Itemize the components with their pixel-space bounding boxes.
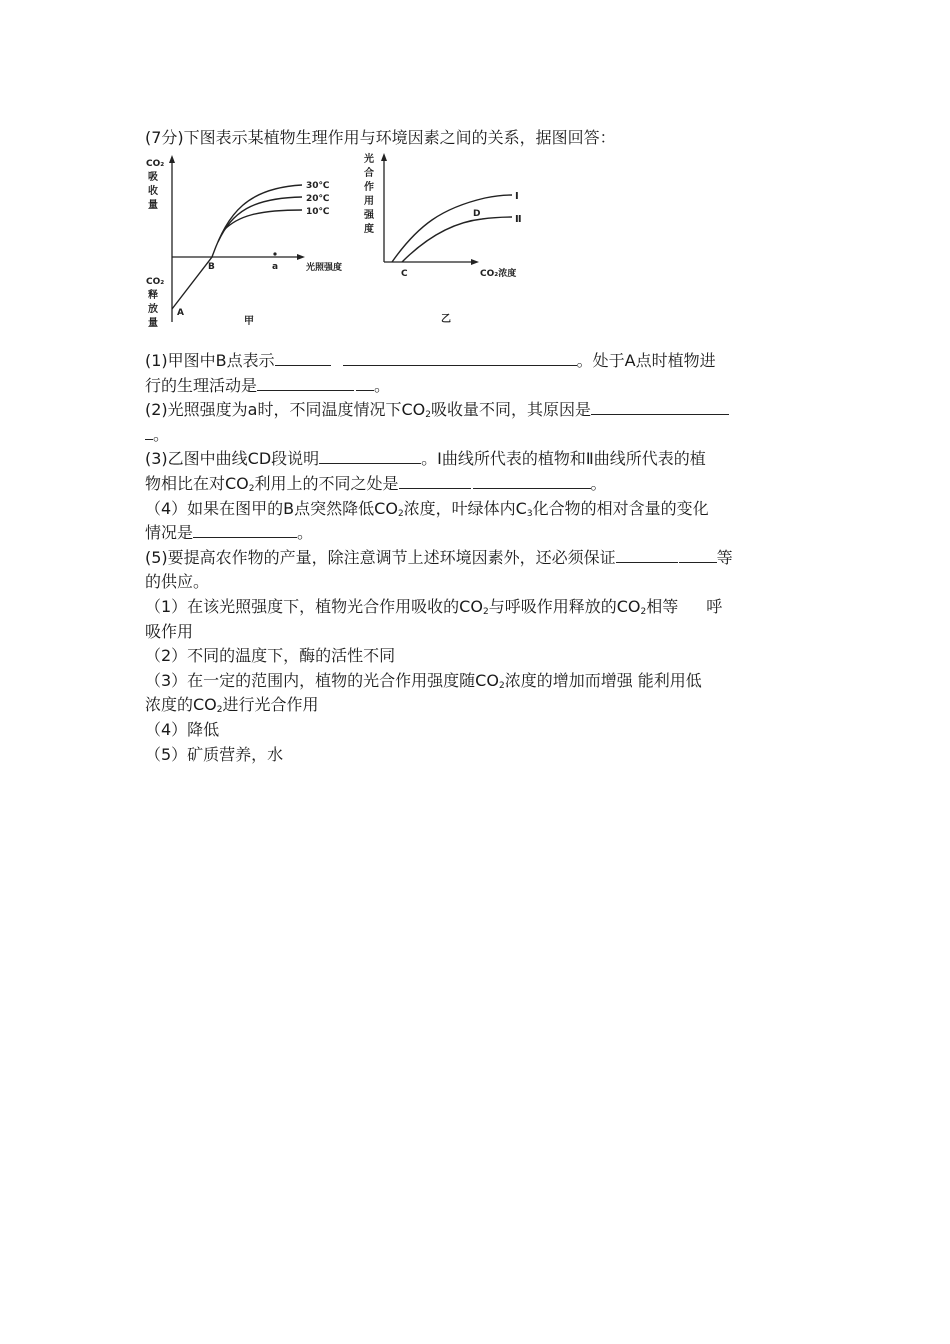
a4-line [145, 718, 810, 743]
yi-ylabel-2: 作 [364, 182, 374, 193]
jia-curve-label-10c: 10℃ [306, 207, 330, 217]
q2-text-c: 。 [153, 424, 170, 444]
a1-text-a: （1）在该光照强度下，植物光合作用吸收的CO [145, 596, 483, 616]
q3-blank-1[interactable] [319, 449, 421, 464]
a3-text-c: 浓度的CO [145, 695, 217, 715]
q1-text-c: 行的生理活动是 [145, 375, 258, 395]
yi-curve-ii [402, 217, 512, 262]
q5-text-b: 等 [716, 547, 733, 567]
q5-line-2 [145, 570, 810, 595]
jia-point-a-dot [273, 252, 276, 255]
a1-line-1 [145, 595, 810, 620]
q2-line-1 [145, 398, 810, 423]
q4-text-d: 情况是 [145, 523, 194, 543]
question-intro: (7分)下图表示某植物生理作用与环境因素之间的关系，据图回答： [145, 128, 616, 147]
q4-sub-1: 2 [397, 508, 404, 519]
a1-line-2 [145, 620, 810, 645]
q2-text-b: 吸收量不同，其原因是 [430, 400, 591, 420]
yi-point-d: D [473, 209, 481, 219]
jia-point-b: B [208, 262, 215, 272]
yi-x-arrow [471, 259, 479, 265]
a4-text: （4）降低 [145, 719, 220, 739]
yi-x-label: CO₂浓度 [480, 269, 517, 279]
yi-ylabel-4: 强 [364, 210, 374, 221]
question-body [145, 349, 810, 767]
q3-text-d: 利用上的不同之处是 [254, 473, 399, 493]
jia-y-arrow [169, 155, 175, 163]
a2-line [145, 644, 810, 669]
q4-line-1 [145, 497, 810, 522]
a3-text-d: 进行光合作用 [222, 695, 319, 715]
a3-text-b: 浓度的增加而增强 能利用低 [504, 670, 702, 690]
figure-jia [146, 155, 342, 329]
figure-svg [140, 150, 540, 350]
jia-ylabel-bottom-1: 释 [148, 290, 158, 301]
q3-sub: 2 [248, 483, 255, 494]
q3-text-c: 物相比在对CO [145, 473, 249, 493]
a3-sub-2: 2 [216, 705, 223, 716]
q4-text-a: （4）如果在图甲的B点突然降低CO [145, 498, 398, 518]
jia-x-arrow [297, 254, 305, 260]
yi-caption: 乙 [441, 314, 451, 325]
q5-line-1 [145, 546, 810, 571]
q3-line-1 [145, 447, 810, 472]
jia-caption: 甲 [244, 316, 254, 327]
q4-text-c: 化合物的相对含量的变化 [532, 498, 709, 518]
a3-line-1 [145, 669, 810, 694]
yi-curve-label-ii: Ⅱ [515, 214, 522, 225]
a5-line [145, 743, 810, 768]
q5-text-a: (5)要提高农作物的产量，除注意调节上述环境因素外，还必须保证 [145, 547, 616, 567]
q2-blank-2[interactable] [145, 425, 153, 440]
q1-blank-1[interactable] [275, 351, 331, 366]
a1-text-e: 吸作用 [145, 621, 194, 641]
jia-curve-30c [172, 185, 302, 309]
yi-ylabel-3: 用 [364, 196, 374, 207]
jia-ylabel-top-0: CO₂ [146, 159, 165, 169]
q1-line-2 [145, 374, 810, 399]
a3-sub-1: 2 [498, 680, 505, 691]
yi-curve-label-i: Ⅰ [515, 191, 519, 202]
q2-sub: 2 [425, 410, 431, 421]
q1-blank-2[interactable] [343, 351, 577, 366]
yi-ylabel-1: 合 [364, 168, 374, 179]
jia-curve-label-20c: 20℃ [306, 194, 330, 204]
q5-blank-1[interactable] [616, 548, 678, 563]
q3-blank-3[interactable] [473, 474, 591, 489]
a1-text-c: 相等 [646, 596, 679, 616]
jia-ylabel-top-2: 收 [148, 186, 158, 197]
q1-line-1 [145, 349, 810, 374]
q1-text-d: 。 [374, 375, 391, 395]
q4-line-2 [145, 521, 810, 546]
jia-ylabel-top-3: 量 [148, 200, 158, 211]
jia-ylabel-bottom-2: 放 [148, 304, 158, 315]
q3-text-b: 。Ⅰ曲线所代表的植物和Ⅱ曲线所代表的植 [421, 449, 706, 469]
q2-blank-1[interactable] [591, 400, 729, 415]
q3-blank-2[interactable] [399, 474, 471, 489]
q5-text-c: 的供应。 [145, 572, 210, 592]
q3-text-a: (3)乙图中曲线CD段说明 [145, 449, 320, 469]
q5-blank-2[interactable] [679, 548, 717, 563]
a3-line-2 [145, 693, 810, 718]
figure-yi [363, 152, 522, 325]
figure-area [140, 150, 540, 350]
a1-sub-1: 2 [482, 606, 489, 617]
q3-text-e: 。 [590, 473, 607, 493]
q1-text-a: (1)甲图中B点表示 [145, 351, 275, 370]
yi-ylabel-0: 光 [364, 154, 374, 165]
a1-text-d: 呼 [706, 596, 723, 616]
q4-sub-2: 3 [526, 508, 533, 519]
q4-text-e: 。 [297, 523, 314, 543]
jia-ylabel-bottom-3: 量 [148, 318, 158, 329]
yi-ylabel-5: 度 [364, 224, 374, 235]
jia-ylabel-top-1: 吸 [148, 172, 158, 183]
jia-ylabel-bottom-0: CO₂ [146, 277, 165, 287]
yi-y-arrow [381, 153, 387, 161]
q1-blank-4[interactable] [356, 376, 374, 391]
q2-line-2 [145, 423, 810, 448]
yi-curve-i [392, 195, 512, 262]
jia-point-a-upper: A [177, 308, 184, 318]
jia-x-label: 光照强度 [306, 263, 343, 273]
a5-text: （5）矿质营养，水 [145, 744, 284, 764]
jia-point-a-lower: a [272, 262, 279, 272]
q1-text-b: 。处于A点时植物进 [576, 351, 716, 370]
a1-sub-2: 2 [640, 606, 647, 617]
yi-point-c: C [401, 269, 408, 279]
q2-text-a: (2)光照强度为a时，不同温度情况下CO [145, 400, 426, 420]
a3-text-a: （3）在一定的范围内，植物的光合作用强度随CO [145, 670, 499, 690]
a2-text: （2）不同的温度下，酶的活性不同 [145, 646, 396, 666]
q4-text-b: 浓度，叶绿体内C [403, 498, 527, 518]
jia-curve-label-30c: 30℃ [306, 181, 330, 191]
q4-blank-1[interactable] [193, 523, 297, 538]
a1-text-b: 与呼吸作用释放的CO [488, 596, 641, 616]
q3-line-2 [145, 472, 810, 497]
q1-blank-3[interactable] [257, 376, 354, 391]
